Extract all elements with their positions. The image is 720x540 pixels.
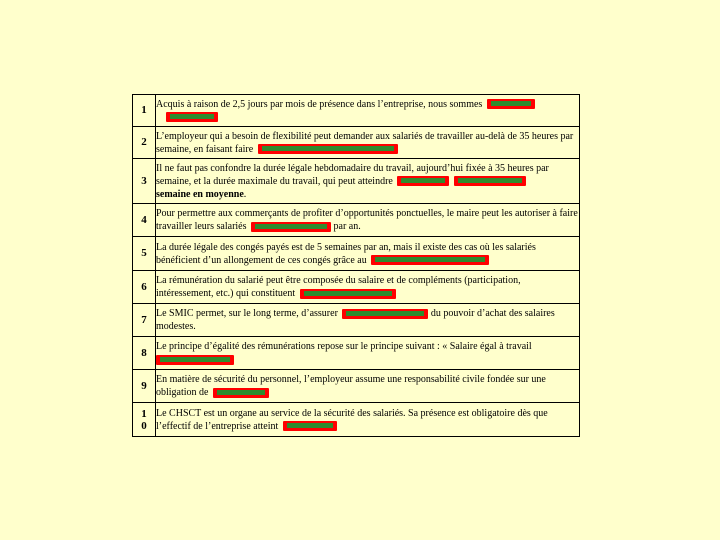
question-text bbox=[156, 271, 580, 304]
answer-blank[interactable] bbox=[213, 388, 269, 398]
answer-blank[interactable] bbox=[342, 309, 428, 319]
question-number: 5 bbox=[133, 237, 156, 271]
question-text-part: Pour permettre aux commerçants de profiter d’opportunités ponctuelles, le maire peut les autoriser à faire travailler leurs salariés bbox=[156, 208, 578, 232]
question-row bbox=[133, 95, 580, 127]
question-number-digit: 1 bbox=[141, 407, 147, 420]
question-number: 8 bbox=[133, 337, 156, 370]
question-number: 9 bbox=[133, 370, 156, 403]
quiz-table bbox=[132, 94, 580, 437]
question-text-part: semaine en moyenne bbox=[156, 188, 244, 200]
question-row bbox=[133, 204, 580, 237]
question-number-digit: 0 bbox=[141, 419, 147, 432]
question-text-part: Le principe d’égalité des rémunérations repose sur le principe suivant : « Salaire égal à travail bbox=[156, 341, 532, 352]
question-number: 2 bbox=[133, 127, 156, 159]
answer-blank[interactable] bbox=[258, 144, 398, 154]
question-text bbox=[156, 403, 580, 437]
question-text bbox=[156, 127, 580, 159]
question-row bbox=[133, 337, 580, 370]
question-text-part: L’employeur qui a besoin de flexibilité peut demander aux salariés de travailler au-delà de 35 heures par semaine, en faisant faire bbox=[156, 130, 574, 155]
question-text bbox=[156, 337, 580, 370]
answer-blank[interactable] bbox=[283, 421, 337, 431]
question-text bbox=[156, 370, 580, 403]
question-text-part: En matière de sécurité du personnel, l’employeur assume une responsabilité civile fondée sur une obligation de bbox=[156, 374, 546, 398]
question-number: 3 bbox=[133, 159, 156, 204]
question-row bbox=[133, 271, 580, 304]
question-row bbox=[133, 159, 580, 204]
answer-blank[interactable] bbox=[371, 255, 489, 265]
answer-blank[interactable] bbox=[166, 112, 218, 122]
question-text-part: Acquis à raison de 2,5 jours par mois de présence dans l’entreprise, nous sommes bbox=[156, 98, 483, 110]
answer-blank[interactable] bbox=[251, 222, 331, 232]
question-row bbox=[133, 370, 580, 403]
question-text bbox=[156, 237, 580, 271]
question-text-part: du pouvoir d’achat des salaires modestes. bbox=[156, 308, 555, 332]
question-text-part: Il ne faut pas confondre la durée légale hebdomadaire du travail, aujourd’hui fixée à 35 heures par semaine, et la durée maximale du travail, qui peut atteindre bbox=[156, 162, 549, 187]
question-text-part: par an. bbox=[333, 221, 361, 232]
answer-blank[interactable] bbox=[487, 99, 535, 109]
question-row bbox=[133, 127, 580, 159]
question-number: 4 bbox=[133, 204, 156, 237]
question-number: 7 bbox=[133, 304, 156, 337]
question-row bbox=[133, 403, 580, 437]
question-text-part: Le SMIC permet, sur le long terme, d’assurer bbox=[156, 308, 338, 319]
question-text-part: La rémunération du salarié peut être composée du salaire et de compléments (participation, intéressement, etc.) qui constituent bbox=[156, 275, 521, 299]
answer-blank[interactable] bbox=[156, 355, 234, 365]
question-row bbox=[133, 237, 580, 271]
question-text bbox=[156, 304, 580, 337]
question-text: Il ne faut pas confondre la durée légale hebdomadaire du travail, aujourd’hui fixée à 35 heures par semaine, et la durée maximale du travail, qui peut atteindre semaine en moyenne. bbox=[156, 159, 580, 204]
question-number bbox=[133, 403, 156, 437]
question-number: 6 bbox=[133, 271, 156, 304]
question-number: 1 bbox=[133, 95, 156, 127]
answer-blank[interactable] bbox=[397, 176, 449, 186]
question-text bbox=[156, 95, 580, 127]
question-text-part: Le CHSCT est un organe au service de la sécurité des salariés. Sa présence est obligatoire dès que l’effectif de l’entreprise atteint bbox=[156, 407, 548, 432]
question-text-part: La durée légale des congés payés est de 5 semaines par an, mais il existe des cas où les salariés bénéficient d’un allongement de ces congés grâce au bbox=[156, 241, 536, 266]
question-text bbox=[156, 204, 580, 237]
answer-blank[interactable] bbox=[300, 289, 396, 299]
question-row bbox=[133, 304, 580, 337]
answer-blank[interactable] bbox=[454, 176, 526, 186]
